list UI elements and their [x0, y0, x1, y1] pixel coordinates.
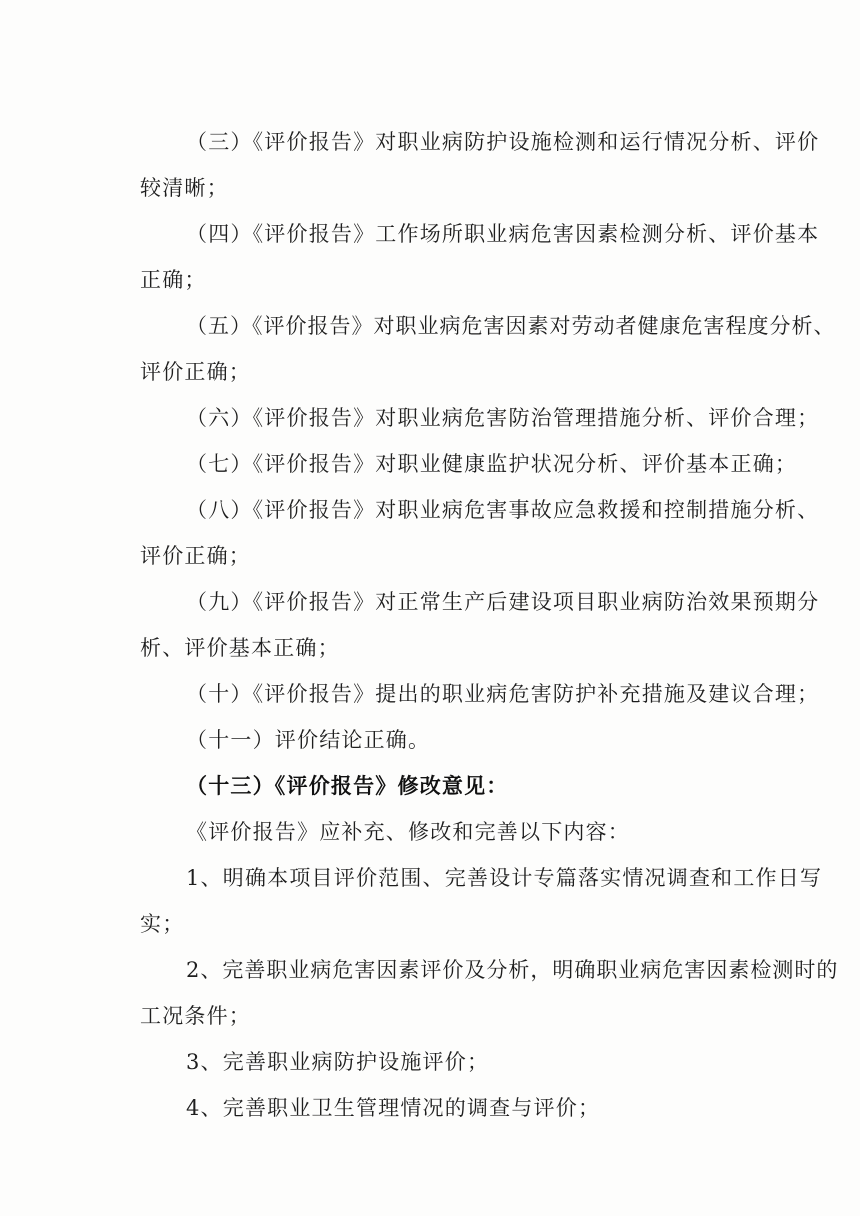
text-line: 《评价报告》应补充、修改和完善以下内容： [186, 820, 630, 844]
text-line: （十）《评价报告》提出的职业病危害防护补充措施及建议合理； [186, 682, 820, 706]
text-line: 析、评价基本正确； [140, 636, 340, 660]
text-line: 正确； [140, 268, 207, 292]
text-line: （三）《评价报告》对职业病防护设施检测和运行情况分析、评价 [186, 130, 820, 154]
text-line: 工况条件； [140, 1004, 251, 1028]
text-line: 3、完善职业病防护设施评价； [186, 1050, 490, 1074]
text-line: 2、完善职业病危害因素评价及分析，明确职业病危害因素检测时的 [186, 958, 839, 982]
text-line: （九）《评价报告》对正常生产后建设项目职业病防治效果预期分 [186, 590, 820, 614]
text-line: 较清晰； [140, 176, 229, 200]
text-line: （八）《评价报告》对职业病危害事故应急救援和控制措施分析、 [186, 498, 820, 522]
text-line: 评价正确； [140, 544, 251, 568]
text-line: （十一）评价结论正确。 [186, 728, 431, 752]
text-line: （四）《评价报告》工作场所职业病危害因素检测分析、评价基本 [186, 222, 820, 246]
text-line: （七）《评价报告》对职业健康监护状况分析、评价基本正确； [186, 452, 798, 476]
text-line: （六）《评价报告》对职业病危害防治管理措施分析、评价合理； [186, 406, 820, 430]
text-line: 实； [140, 912, 185, 936]
section-heading: （十三）《评价报告》修改意见： [186, 773, 509, 798]
text-line: 1、明确本项目评价范围、完善设计专篇落实情况调查和工作日写 [186, 866, 823, 890]
text-line: 4、完善职业卫生管理情况的调查与评价； [186, 1096, 601, 1120]
text-line: （五）《评价报告》对职业病危害因素对劳动者健康危害程度分析、 [186, 314, 836, 338]
text-line: 评价正确； [140, 360, 251, 384]
